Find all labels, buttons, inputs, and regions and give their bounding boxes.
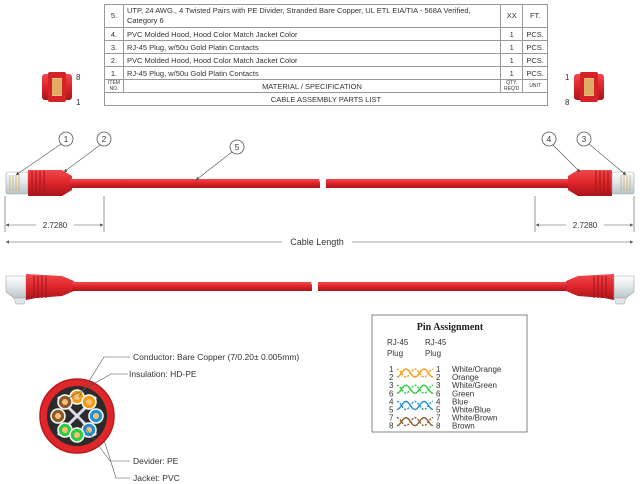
plug-a-header-line1: RJ-45 xyxy=(387,338,409,347)
item-unit: PCS. xyxy=(523,28,548,41)
pin-color-label: Brown xyxy=(452,421,475,431)
item-unit: PCS. xyxy=(523,67,548,80)
side-cable-view xyxy=(6,274,634,304)
item-description: RJ-45 Plug, w/50u Gold Platin Contacts xyxy=(124,41,501,54)
plug-b-header-line2: Plug xyxy=(425,349,442,358)
left-pin-bottom-label: 1 xyxy=(76,98,81,107)
jacket-label: Jacket: PVC xyxy=(133,473,180,483)
pin-color-label: White/Green xyxy=(452,381,497,391)
pin-assignment-title: Pin Assignment xyxy=(416,322,484,333)
top-cable-view xyxy=(6,170,634,196)
pin-b-number: 6 xyxy=(436,389,441,399)
callout-label-4: 4 xyxy=(546,135,552,144)
pin-b-number: 8 xyxy=(436,421,441,431)
item-qty: XX xyxy=(501,5,523,28)
conductor-label: Conductor: Bare Copper (7/0.20± 0.005mm) xyxy=(133,352,300,362)
pin-b-number: 3 xyxy=(436,381,441,391)
callout-label-3: 3 xyxy=(581,135,587,144)
pin-b-number: 2 xyxy=(436,373,441,383)
parts-list-title: CABLE ASSEMBLY PARTS LIST xyxy=(105,93,548,106)
right-plug-end-view xyxy=(574,72,604,102)
callout-label-5: 5 xyxy=(234,143,240,152)
pin-b-number: 7 xyxy=(436,413,441,423)
item-unit: PCS. xyxy=(523,41,548,54)
left-pin-top-label: 8 xyxy=(76,73,81,82)
cable-length-label: Cable Length xyxy=(290,237,344,247)
item-description: RJ-45 Plug, w/50u Gold Platin Contacts xyxy=(124,67,501,80)
pin-color-label: White/Orange xyxy=(452,365,502,374)
insulation-label: Insulation: HD-PE xyxy=(129,369,197,379)
pin-a-number: 3 xyxy=(389,381,394,391)
pin-a-number: 7 xyxy=(389,413,394,423)
pin-color-label: Blue xyxy=(452,397,469,407)
pin-color-label: White/Blue xyxy=(452,405,491,415)
item-number: 2. xyxy=(105,54,124,67)
callout-label-1: 1 xyxy=(63,135,69,144)
pin-a-number: 6 xyxy=(389,389,394,399)
item-qty: 1 xyxy=(501,54,523,67)
item-description: PVC Molded Hood, Hood Color Match Jacket Color xyxy=(124,54,501,67)
item-qty: 1 xyxy=(501,41,523,54)
plug-a-header-line2: Plug xyxy=(387,349,404,358)
pin-color-label: Orange xyxy=(452,373,479,383)
header-unit: UNIT xyxy=(523,80,548,93)
pin-b-number: 5 xyxy=(436,405,441,415)
header-item-no: ITEM NO. xyxy=(105,80,124,93)
right-pin-bottom-label: 8 xyxy=(565,98,570,107)
item-number: 4. xyxy=(105,28,124,41)
pin-b-number: 1 xyxy=(436,365,441,374)
right-dimension-label: 2.7280 xyxy=(572,221,598,230)
pin-a-number: 4 xyxy=(389,397,394,407)
header-qty: QTY. REQ'D xyxy=(501,80,523,93)
item-qty: 1 xyxy=(501,28,523,41)
pin-a-number: 2 xyxy=(389,373,394,383)
item-description: UTP, 24 AWG., 4 Twisted Pairs with PE Divider, Stranded Bare Copper, UL ETL EIA/TIA - 568A Verified, Category 6 xyxy=(124,5,501,28)
plug-b-header-line1: RJ-45 xyxy=(425,338,447,347)
item-number: 5. xyxy=(105,5,124,28)
left-plug-end-view xyxy=(42,72,72,102)
left-dimension-label: 2.7280 xyxy=(42,221,68,230)
item-number: 1. xyxy=(105,67,124,80)
item-description: PVC Molded Hood, Hood Color Match Jacket Color xyxy=(124,28,501,41)
pin-color-label: Green xyxy=(452,389,475,399)
right-pin-top-label: 1 xyxy=(565,73,570,82)
item-unit: PCS. xyxy=(523,54,548,67)
cable-cross-section xyxy=(40,379,114,453)
pin-a-number: 8 xyxy=(389,421,394,431)
pin-a-number: 5 xyxy=(389,405,394,415)
item-unit: FT. xyxy=(523,5,548,28)
item-qty: 1 xyxy=(501,67,523,80)
pin-color-label: White/Brown xyxy=(452,413,498,423)
header-material: MATERIAL / SPECIFICATION xyxy=(124,80,501,93)
divider-label: Devider: PE xyxy=(133,456,179,466)
item-number: 3. xyxy=(105,41,124,54)
pin-b-number: 4 xyxy=(436,397,441,407)
callout-label-2: 2 xyxy=(101,135,107,144)
pin-a-number: 1 xyxy=(389,365,394,374)
